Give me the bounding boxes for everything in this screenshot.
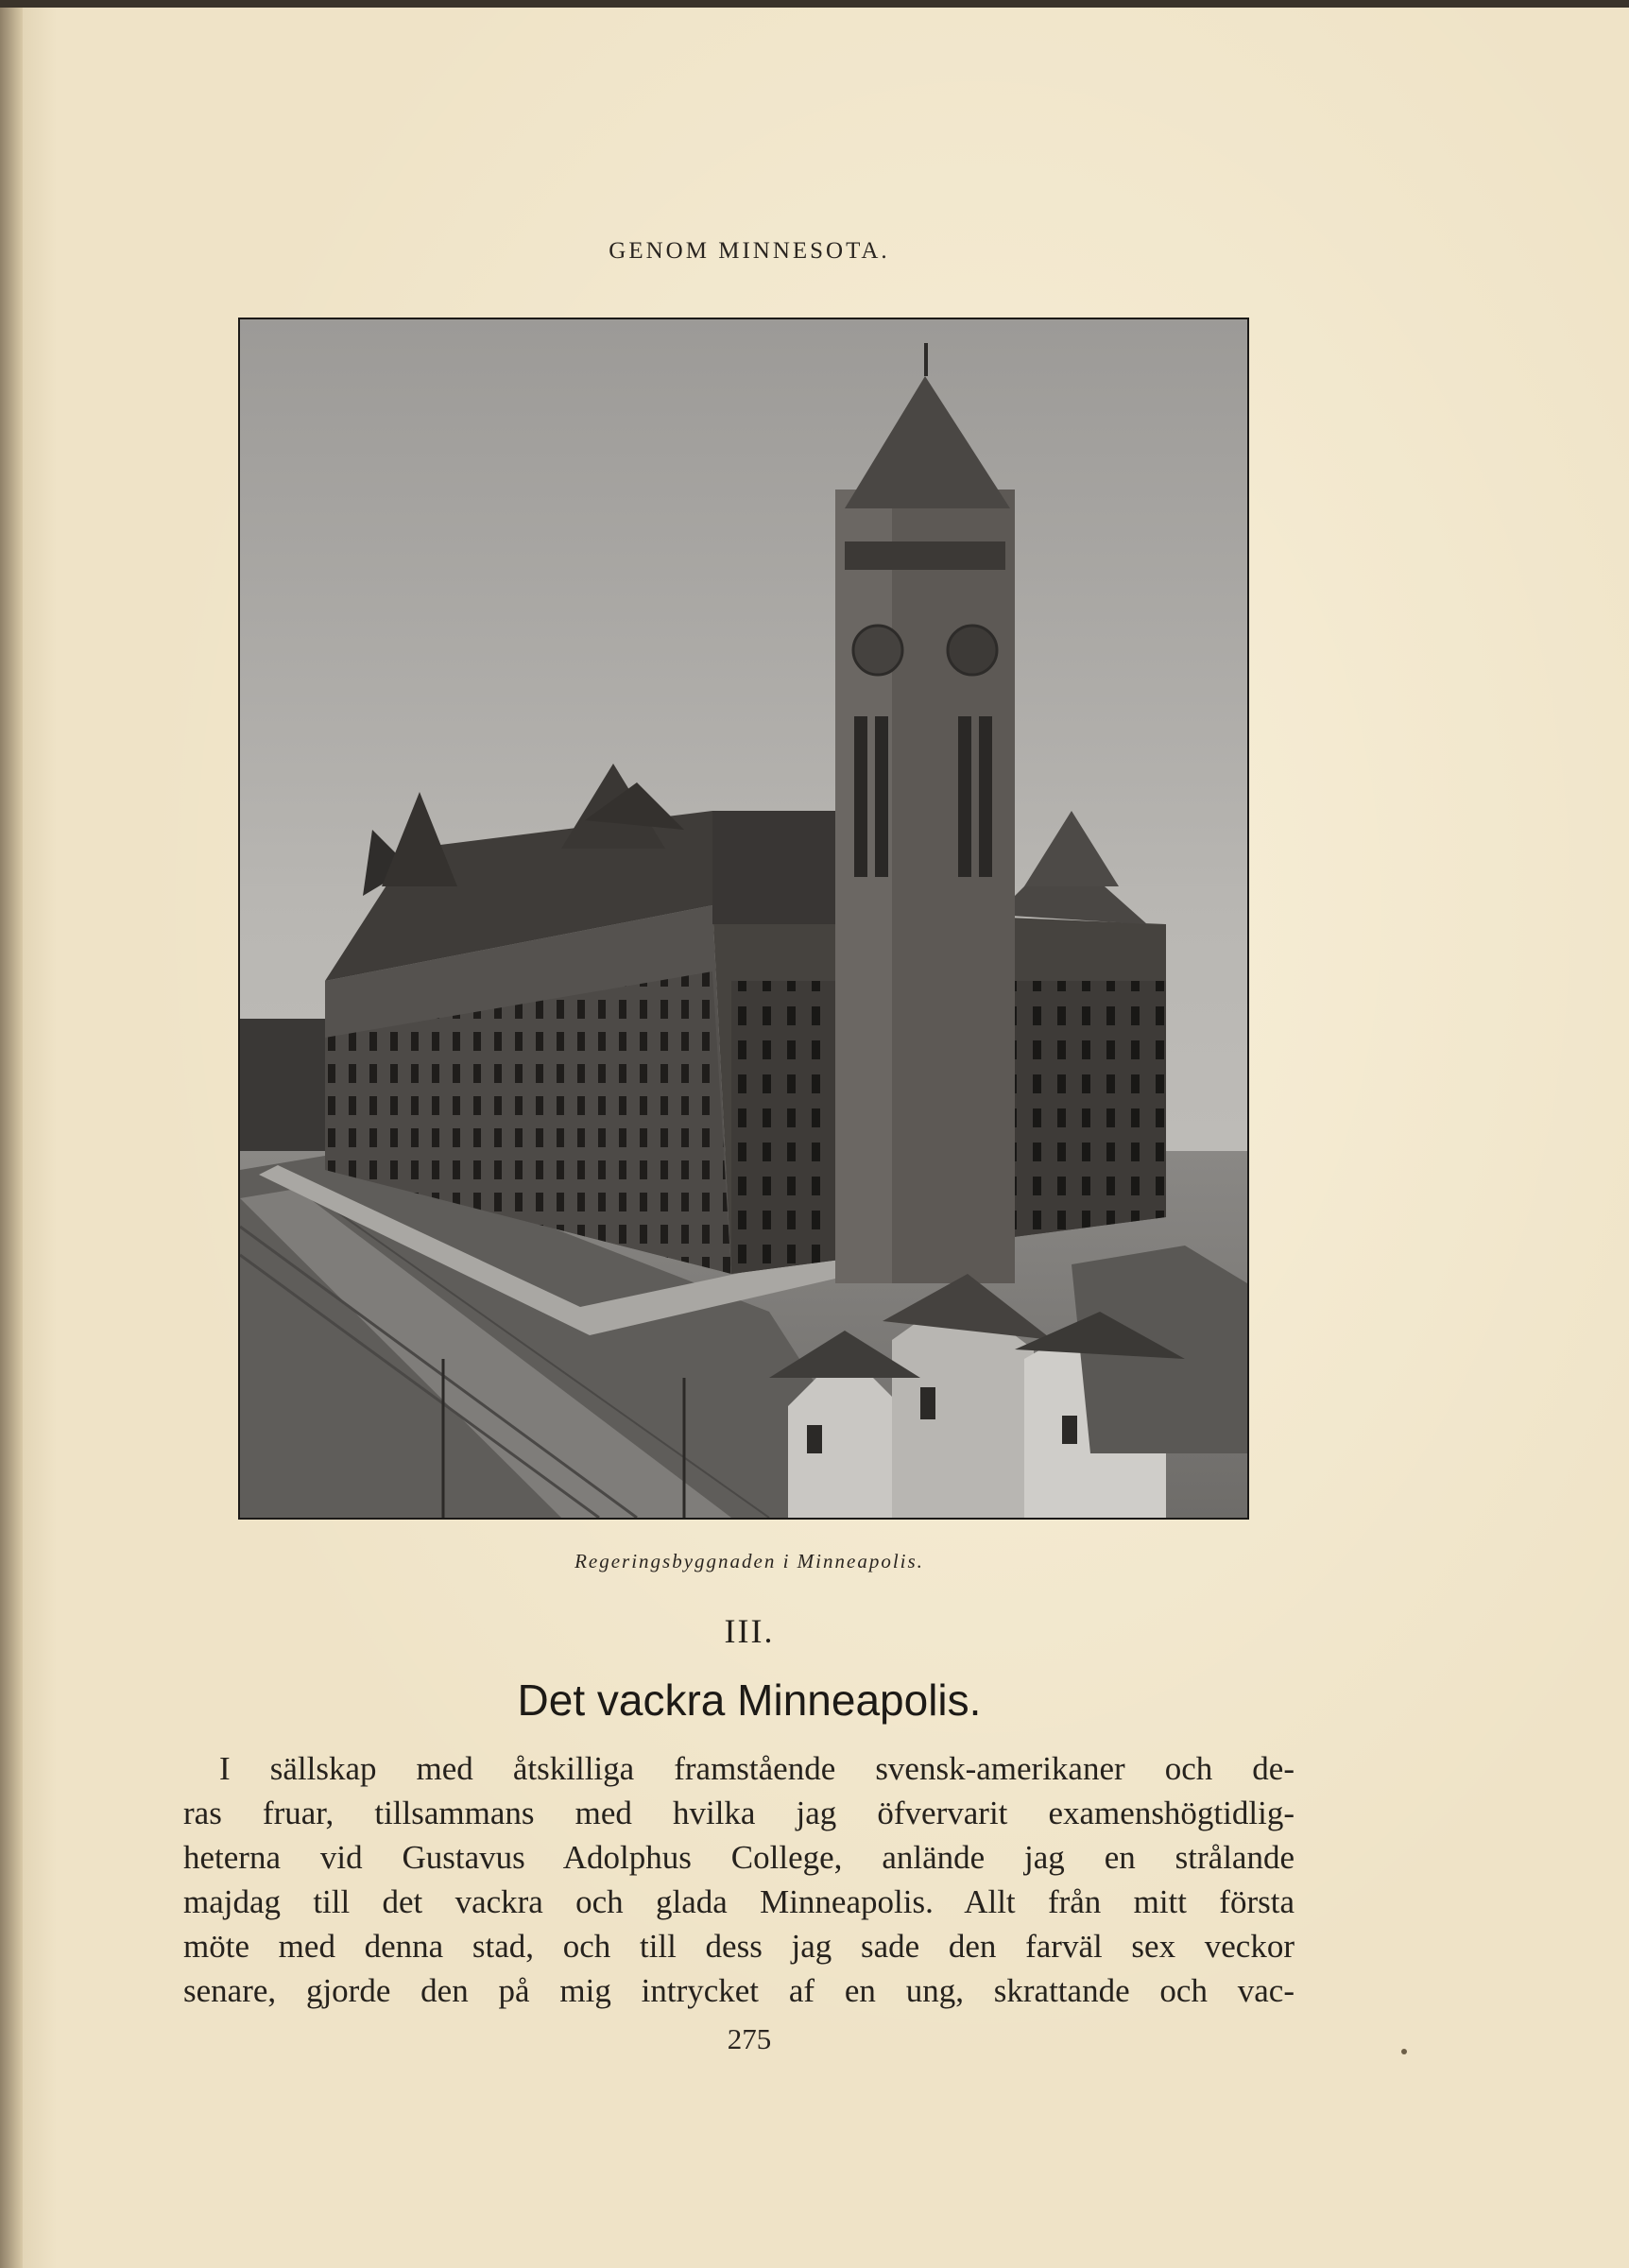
figure-caption: Regeringsbyggnaden i Minneapolis. xyxy=(574,1550,924,1572)
body-line: ras fruar, tillsammans med hvilka jag öfvervarit examenshögtidlig- xyxy=(183,1795,1295,1831)
page-top-edge xyxy=(0,0,1629,8)
page-gutter xyxy=(0,0,23,2268)
body-line: majdag till det vackra och glada Minneapolis. Allt från mitt första xyxy=(183,1883,1295,1920)
paper-speck xyxy=(1401,2049,1407,2054)
body-line: I sällskap med åtskilliga framstående svensk-amerikaner och de- xyxy=(219,1750,1295,1787)
body-line: heterna vid Gustavus Adolphus College, anlände jag en strålande xyxy=(183,1839,1295,1876)
body-line: senare, gjorde den på mig intrycket af en ung, skrattande och vac- xyxy=(183,1972,1295,2009)
chapter-number: III. xyxy=(724,1612,775,1650)
body-line: möte med denna stad, och till dess jag sade den farväl sex veckor xyxy=(183,1928,1295,1965)
body-paragraph xyxy=(183,1746,1295,2013)
page-number: 275 xyxy=(727,2022,772,2055)
running-head: GENOM MINNESOTA. xyxy=(609,238,890,264)
chapter-title: Det vackra Minneapolis. xyxy=(517,1675,982,1725)
photo-city-hall xyxy=(238,318,1249,1520)
